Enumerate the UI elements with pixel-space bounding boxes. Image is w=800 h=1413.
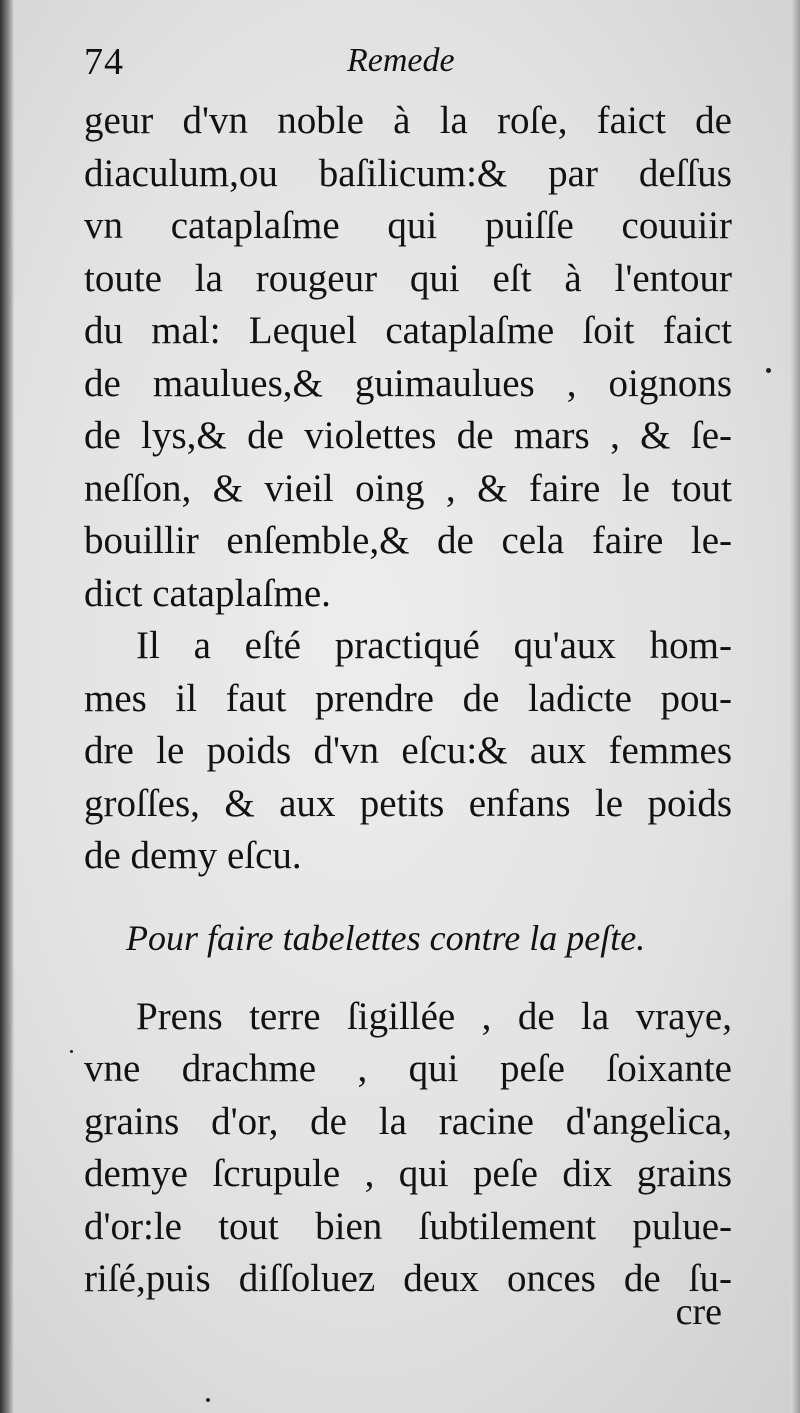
page-header [84,40,724,90]
ink-speck [70,1050,73,1053]
text-line: grains d'or, de la racine d'angelica, [84,1099,732,1143]
text-line: toute la rougeur qui eſt à l'entour [84,256,732,300]
text-line: dre le poids d'vn eſcu:& aux femmes [84,729,732,772]
text-line: vne drachme , qui peſe ſoixante [84,1047,732,1090]
page-gutter-shadow [0,0,14,1413]
text-line: dict cataplaſme. [84,571,331,615]
page-number: 74 [84,41,124,83]
text-block [84,95,732,1306]
text-line: demye ſcrupule , qui peſe dix grains [84,1152,732,1195]
catchword: cre [675,1291,722,1333]
text-line: vn cataplaſme qui puiſſe couuiir [84,204,732,247]
text-line: geur d'vn noble à la roſe, faict de [84,99,732,142]
section-heading: Pour faire tabelettes contre la peſte. [126,917,646,958]
page-edge [790,0,800,1413]
text-line: de maulues,& guimaulues , oignons [84,361,732,405]
text-line: groſſes, & aux petits enfans le poids [84,781,732,825]
text-line: de demy eſcu. [84,834,302,877]
text-line: riſé,puis diſſoluez deux onces de ſu- [84,1257,732,1300]
text-line: du mal: Lequel cataplaſme ſoit faict [84,309,732,352]
paragraph-1 [84,95,732,620]
text-line: d'or:le tout bien ſubtilement pulue- [84,1204,732,1248]
text-line: de lys,& de violettes de mars , & ſe- [84,414,732,457]
text-line: mes il faut prendre de ladicte pou- [84,676,732,720]
running-head: Remede [347,42,455,79]
text-line: neſſon, & vieil oing , & faire le tout [84,466,732,510]
text-line: Prens terre ſigillée , de la vraye, [136,994,732,1038]
paragraph-3 [84,991,732,1306]
text-line: Il a eſté practiqué qu'aux hom- [136,624,732,667]
ink-speck [766,368,771,373]
paragraph-2 [84,620,732,883]
text-line: bouillir enſemble,& de cela faire le- [84,519,732,562]
text-line: diaculum,ou baſilicum:& par deſſus [84,151,732,195]
ink-speck [206,1398,210,1402]
